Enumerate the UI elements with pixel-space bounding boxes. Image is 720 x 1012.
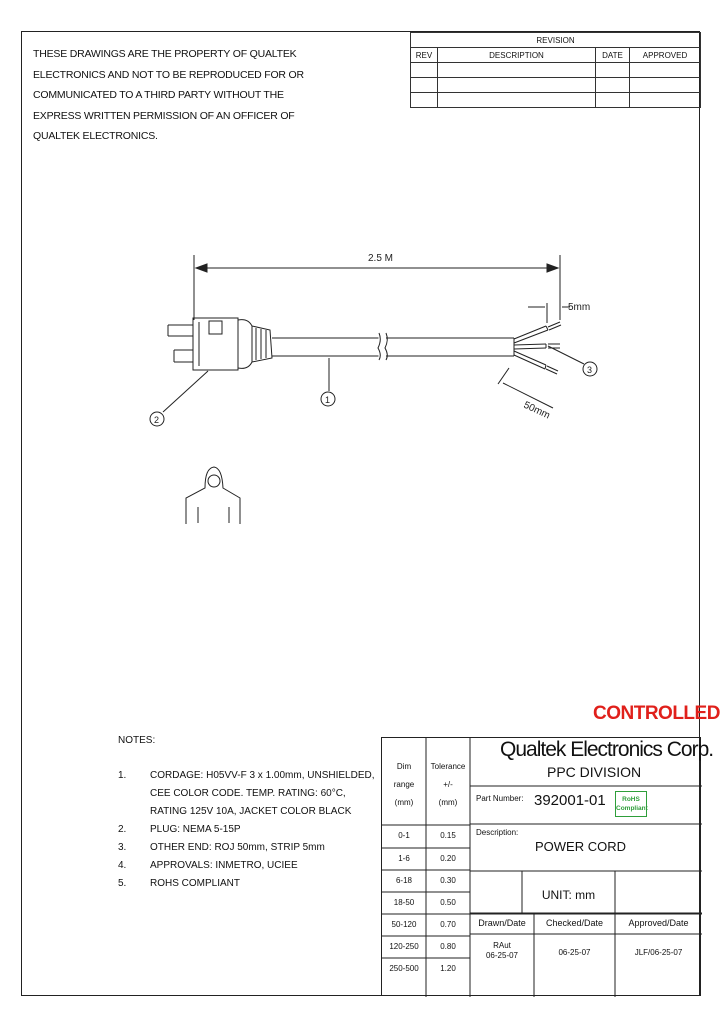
- notice-line: ELECTRONICS AND NOT TO BE REPRODUCED FOR OR: [33, 68, 304, 81]
- tol-range: 1-6: [398, 854, 410, 863]
- arrow-left: [196, 264, 207, 272]
- tol-range: 6-18: [395, 876, 412, 885]
- revision-header: DESCRIPTION: [438, 48, 596, 63]
- notice-line: COMMUNICATED TO A THIRD PARTY WITHOUT THE: [33, 89, 284, 101]
- callout-1-label: 1: [325, 395, 331, 405]
- note-text: PLUG: NEMA 5-15P: [150, 824, 241, 835]
- plug-face-view: [186, 467, 240, 524]
- length-label: 2.5 M: [368, 253, 394, 264]
- revision-header: REV: [411, 48, 438, 63]
- tolerance-header: Tolerance +/- (mm): [430, 762, 466, 807]
- note-number: 5.: [118, 878, 127, 889]
- notice-line: EXPRESS WRITTEN PERMISSION OF AN OFFICER OF: [33, 109, 295, 122]
- note-item: [118, 824, 241, 835]
- strip-label: 5mm: [568, 302, 591, 313]
- part-number: 392001-01: [534, 792, 606, 809]
- tol-value: 0.50: [440, 898, 456, 907]
- tol-value: 0.15: [440, 831, 456, 840]
- note-item-cont: [118, 806, 351, 817]
- controlled-stamp: CONTROLLED: [593, 703, 720, 724]
- tol-value: 1.20: [440, 964, 456, 973]
- callout-2-leader: [163, 371, 208, 412]
- wire-ends: [514, 322, 561, 374]
- tol-range: 50-120: [391, 920, 417, 929]
- division-name: PPC DIVISION: [547, 764, 642, 780]
- checked-label: Checked/Date: [545, 918, 604, 928]
- note-item: [118, 770, 375, 781]
- arrow-right: [547, 264, 558, 272]
- checked-value: 06-25-07: [558, 948, 591, 957]
- callout-3-label: 3: [587, 365, 593, 375]
- tol-value: 0.30: [440, 876, 456, 885]
- tol-value: 0.70: [440, 920, 456, 929]
- note-text: OTHER END: ROJ 50mm, STRIP 5mm: [150, 842, 325, 853]
- note-item: [118, 878, 240, 889]
- tol-value: 0.80: [440, 942, 456, 951]
- note-text: CORDAGE: H05VV-F 3 x 1.00mm, UNSHIELDED,: [150, 770, 375, 781]
- note-text: CEE COLOR CODE. TEMP. RATING: 60°C,: [150, 788, 346, 799]
- drawn-label: Drawn/Date: [478, 918, 526, 928]
- notice-line: QUALTEK ELECTRONICS.: [33, 130, 158, 142]
- note-text: APPROVALS: INMETRO, UCIEE: [150, 860, 298, 871]
- cable: [272, 333, 514, 360]
- note-text: ROHS COMPLIANT: [150, 878, 241, 889]
- tol-range: 120-250: [389, 942, 419, 951]
- callout-2-label: 2: [154, 415, 160, 425]
- approved-value: JLF/06-25-07: [634, 948, 683, 957]
- tol-range: 18-50: [393, 898, 415, 907]
- note-number: 4.: [118, 860, 127, 871]
- note-text: RATING 125V 10A, JACKET COLOR BLACK: [150, 806, 352, 817]
- part-number-label: Part Number:: [476, 794, 524, 803]
- rohs-badge: RoHS Compliant: [615, 791, 647, 817]
- notice-line: THESE DRAWINGS ARE THE PROPERTY OF QUALTEK: [33, 48, 297, 60]
- approved-label: Approved/Date: [628, 918, 689, 928]
- jacket-dim-ext: [498, 368, 509, 384]
- notes-heading: NOTES:: [118, 735, 156, 746]
- title-block: [381, 737, 714, 996]
- dim-header: Dim range (mm): [393, 762, 415, 807]
- tol-range: 0-1: [398, 831, 410, 840]
- note-item: [118, 860, 298, 871]
- note-number: 2.: [118, 824, 127, 835]
- revision-header: APPROVED: [630, 48, 701, 63]
- callout-3-leader: [548, 346, 584, 364]
- description: POWER CORD: [535, 839, 626, 854]
- revision-title: REVISION: [411, 33, 701, 48]
- revision-header: DATE: [596, 48, 630, 63]
- drawn-value: RAut 06-25-07: [485, 941, 519, 960]
- tol-range: 250-500: [389, 964, 419, 973]
- note-number: 3.: [118, 842, 127, 853]
- unit-label: UNIT: mm: [541, 888, 596, 902]
- plug-body: [168, 318, 272, 370]
- tol-value: 0.20: [440, 854, 456, 863]
- description-label: Description:: [476, 828, 519, 837]
- jacket-label: 50mm: [521, 399, 552, 422]
- note-number: 1.: [118, 770, 127, 781]
- note-item-cont: [118, 788, 346, 799]
- note-item: [118, 842, 325, 853]
- company-name: Qualtek Electronics Corp.: [500, 738, 714, 761]
